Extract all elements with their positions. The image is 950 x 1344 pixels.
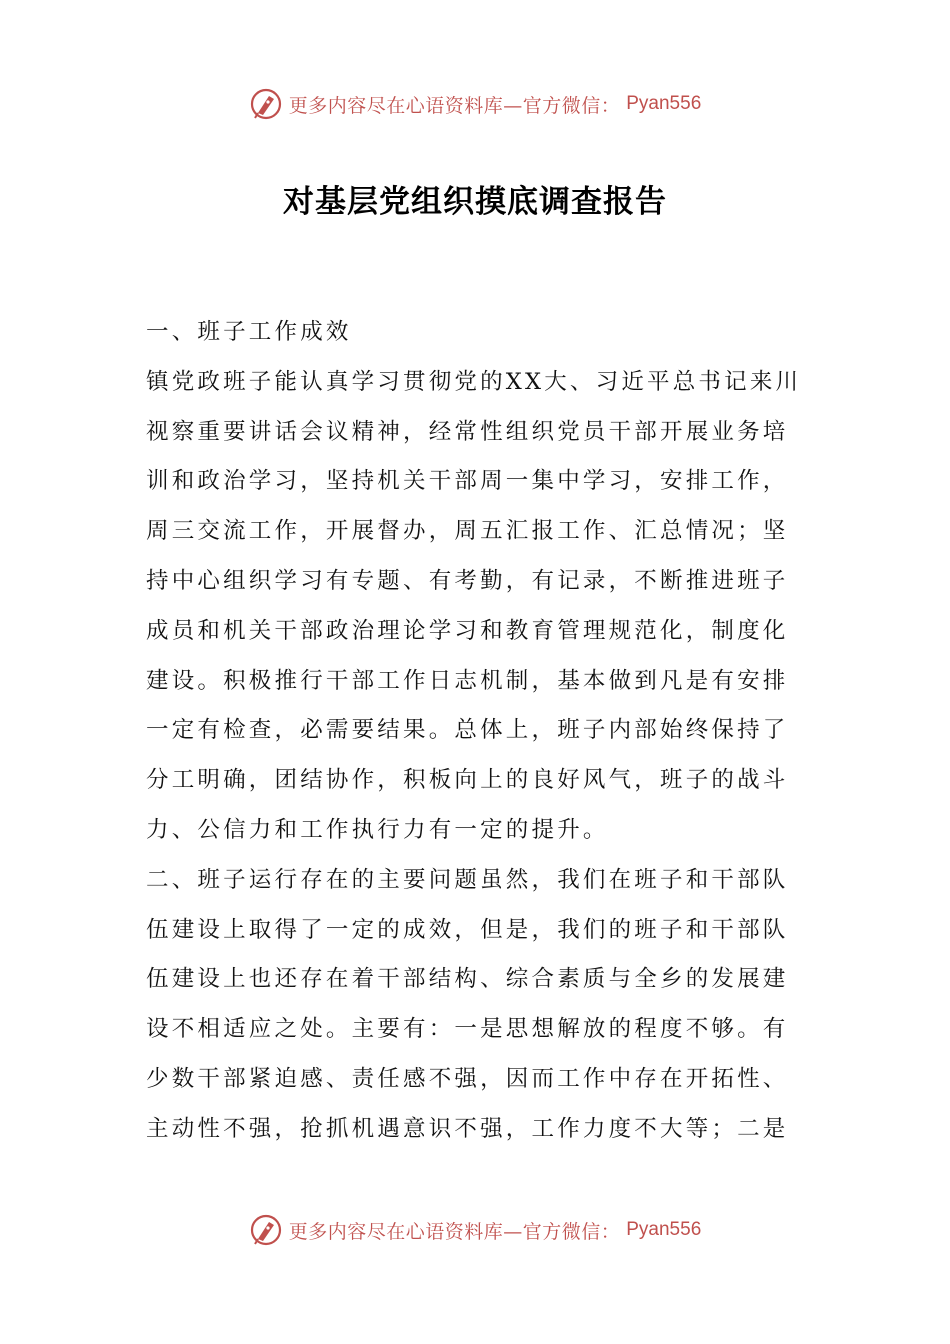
watermark-account: Pyan556 <box>626 93 702 114</box>
document-body <box>146 308 806 1155</box>
watermark-account: Pyan556 <box>626 1219 702 1240</box>
body-line: 分工明确，团结协作，积板向上的良好风气，班子的战斗 <box>146 767 789 794</box>
body-line: 成员和机关干部政治理论学习和教育管理规范化，制度化 <box>146 617 789 644</box>
body-line: 建设。积极推行干部工作日志机制，基本做到凡是有安排 <box>146 667 789 694</box>
watermark-text: 更多内容尽在心语资料库—官方微信： <box>288 94 621 117</box>
watermark-text: 更多内容尽在心语资料库—官方微信： <box>288 1220 621 1243</box>
body-line: 周三交流工作，开展督办，周五汇报工作、汇总情况；坚 <box>146 518 789 545</box>
body-line: 视察重要讲话会议精神，经常性组织党员干部开展业务培 <box>146 418 789 445</box>
header-watermark <box>0 84 950 124</box>
body-line: 持中心组织学习有专题、有考勤，有记录，不断推进班子 <box>146 567 789 594</box>
body-line: 一、班子工作成效 <box>146 319 352 345</box>
body-line: 力、公信力和工作执行力有一定的提升。 <box>146 816 609 843</box>
body-line: 伍建设上取得了一定的成效，但是，我们的班子和干部队 <box>146 916 789 943</box>
body-line: 主动性不强，抢抓机遇意识不强，工作力度不大等；二是 <box>146 1115 789 1142</box>
body-line: 少数干部紧迫感、责任感不强，因而工作中存在开拓性、 <box>146 1065 789 1092</box>
body-line: 二、班子运行存在的主要问题虽然，我们在班子和干部队 <box>146 866 789 893</box>
body-line: 伍建设上也还存在着干部结构、综合素质与全乡的发展建 <box>146 966 789 993</box>
footer-watermark <box>0 1210 950 1250</box>
pen-nib-logo-icon <box>249 87 283 121</box>
body-line: 镇党政班子能认真学习贯彻党的XX大、习近平总书记来川 <box>146 368 802 395</box>
pen-nib-logo-icon <box>249 1213 283 1247</box>
body-line: 训和政治学习，坚持机关干部周一集中学习，安排工作， <box>146 468 789 495</box>
body-line: 一定有检查，必需要结果。总体上，班子内部始终保持了 <box>146 717 789 744</box>
document-title: 对基层党组织摸底调查报告 <box>283 184 667 220</box>
body-line: 设不相适应之处。主要有：一是思想解放的程度不够。有 <box>146 1016 789 1043</box>
